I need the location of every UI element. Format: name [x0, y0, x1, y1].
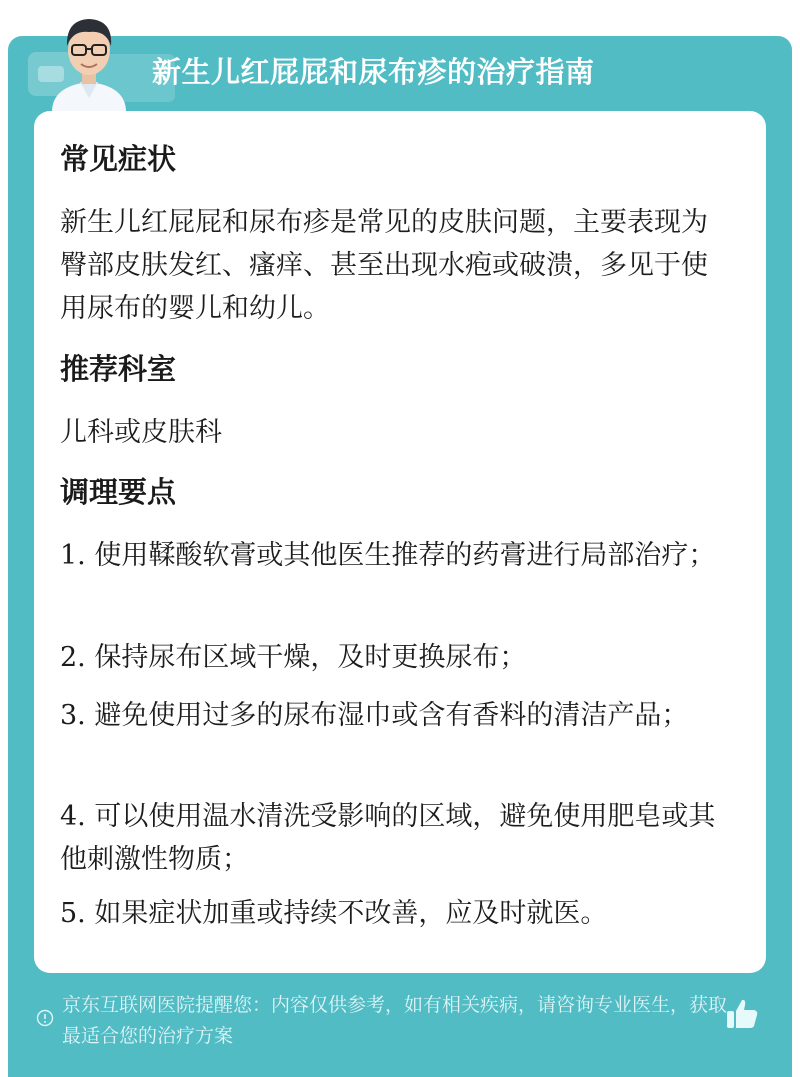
care-item-2 — [60, 636, 732, 679]
care-item-4 — [60, 795, 732, 881]
info-icon — [36, 1009, 54, 1027]
care-item-text: 可以使用温水清洗受影响的区域，避免使用肥皂或其他刺激性物质； — [60, 801, 716, 875]
department-text: 儿科或皮肤科 — [60, 417, 222, 448]
page-title: 新生儿红屁屁和尿布疹的治疗指南 — [152, 55, 595, 89]
department-title: 推荐科室 — [60, 352, 177, 386]
care-item-1 — [60, 534, 732, 577]
care-item-3 — [60, 694, 732, 737]
thumbs-up-icon[interactable] — [724, 996, 760, 1032]
doctor-avatar — [46, 8, 132, 112]
care-item-text: 如果症状加重或持续不改善，应及时就医。 — [94, 898, 608, 929]
care-item-5 — [60, 892, 732, 935]
care-item-text: 使用鞣酸软膏或其他医生推荐的药膏进行局部治疗； — [94, 540, 716, 571]
care-item-text: 避免使用过多的尿布湿巾或含有香料的清洁产品； — [94, 700, 689, 731]
care-title: 调理要点 — [60, 475, 177, 509]
care-item-number: 2. — [60, 642, 86, 673]
care-item-number: 3. — [60, 700, 86, 731]
symptoms-text: 新生儿红屁屁和尿布疹是常见的皮肤问题，主要表现为臀部皮肤发红、瘙痒、甚至出现水疱或破溃，多见于使用尿布的婴儿和幼儿。 — [60, 207, 708, 324]
content-card — [34, 111, 766, 973]
care-item-number: 1. — [60, 540, 86, 571]
care-item-number: 4. — [60, 801, 86, 832]
care-item-text: 保持尿布区域干燥，及时更换尿布； — [94, 642, 527, 673]
disclaimer-text: 京东互联网医院提醒您：内容仅供参考，如有相关疾病，请咨询专业医生，获取最适合您的治疗方案 — [62, 994, 728, 1047]
symptoms-title: 常见症状 — [60, 142, 177, 176]
care-item-number: 5. — [60, 898, 86, 929]
